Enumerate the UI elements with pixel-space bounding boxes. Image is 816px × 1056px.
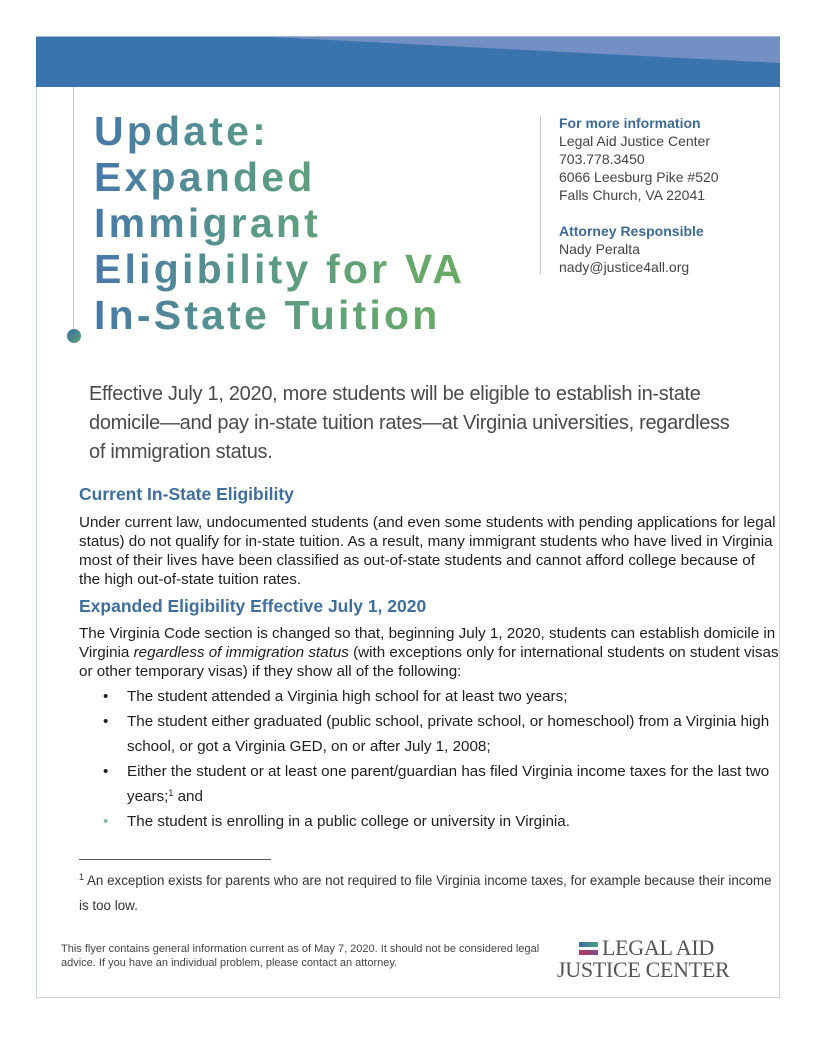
logo-stripes-icon [579, 942, 598, 955]
list-item-text: Either the student or at least one parent/guardian has filed Virginia income taxes for the last two years; [127, 763, 770, 805]
contact-address-line1: 6066 Leesburg Pike #520 [559, 169, 719, 185]
title-line: Immigrant [94, 200, 465, 246]
contact-address-line2: Falls Church, VA 22041 [559, 187, 706, 203]
list-item [103, 684, 783, 709]
bullet-icon: • [103, 813, 109, 830]
section-heading-expanded-eligibility: Expanded Eligibility Effective July 1, 2020 [79, 596, 427, 616]
header-band [36, 36, 780, 87]
attorney-label: Attorney Responsible [559, 223, 704, 239]
legal-aid-justice-center-logo [557, 937, 729, 981]
footnote-text: An exception exists for parents who are not required to file Virginia income taxes, for example because their income is too low. [79, 873, 772, 913]
logo-line2: JUSTICE CENTER [557, 957, 730, 982]
eligibility-requirements-list [103, 684, 783, 834]
bullet-icon: • [103, 688, 109, 705]
section-body-current-eligibility: Under current law, undocumented students (and even some students with pending applications for legal status) do not qualify for in-state tuition. As a result, many immigrant students who have lived in Virginia most of their lives have been classified as out-of-state students and cannot afford college because of the high out-of-state tuition rates. [79, 514, 776, 588]
bullet-icon: • [103, 713, 109, 730]
title-line: Expanded [94, 154, 465, 200]
footnote [79, 868, 779, 918]
footnote-reference[interactable]: 1 [168, 788, 174, 798]
disclaimer: This flyer contains general information current as of May 7, 2020. It should not be considered legal advice. If you have an individual problem, please contact an attorney. [61, 943, 540, 969]
list-item-text-tail: and [173, 788, 203, 805]
contact-org: Legal Aid Justice Center [559, 133, 710, 149]
attorney-name: Nady Peralta [559, 241, 640, 257]
logo-line1: LEGAL AID [602, 935, 714, 960]
list-item-text: The student attended a Virginia high school for at least two years; [127, 688, 568, 705]
list-item [103, 709, 783, 759]
footnote-mark: 1 [79, 872, 85, 882]
bullet-icon: • [103, 763, 109, 780]
title-line: Update: [94, 108, 465, 154]
body-text: The Virginia Code section is changed so that, beginning July 1, 2020, students can establish domicile in Virginia [79, 625, 776, 661]
list-item [103, 759, 783, 809]
title-line: In-State Tuition [94, 292, 465, 338]
title-bullet-dot [67, 329, 81, 343]
section-heading-current-eligibility: Current In-State Eligibility [79, 484, 294, 504]
contact-vertical-rule [540, 116, 541, 274]
body-emphasis: regardless of immigration status [133, 644, 349, 661]
contact-spacer [559, 204, 719, 222]
title-line: Eligibility for VA [94, 246, 466, 292]
contact-block [559, 114, 719, 276]
attorney-email[interactable]: nady@justice4all.org [559, 259, 690, 275]
page-title [94, 108, 465, 338]
header-wedge-graphic [36, 36, 780, 87]
lead-paragraph: Effective July 1, 2020, more students will be eligible to establish in-state domicile—and pay in-state tuition rates—at Virginia universities, regardless of immigration status. [89, 383, 730, 463]
footnote-separator [79, 859, 271, 860]
contact-info-label: For more information [559, 115, 701, 131]
list-item [103, 809, 783, 834]
title-vertical-rule [73, 87, 74, 335]
list-item-text: The student is enrolling in a public college or university in Virginia. [127, 813, 570, 830]
list-item-text: The student either graduated (public school, private school, or homeschool) from a Virginia high school, or got a Virginia GED, on or after July 1, 2008; [127, 713, 770, 755]
body-text: (with exceptions only for international students on student visas or other temporary visas) if they show all of the following: [79, 644, 779, 680]
contact-phone[interactable]: 703.778.3450 [559, 151, 645, 167]
section-body-expanded-eligibility [79, 624, 779, 681]
